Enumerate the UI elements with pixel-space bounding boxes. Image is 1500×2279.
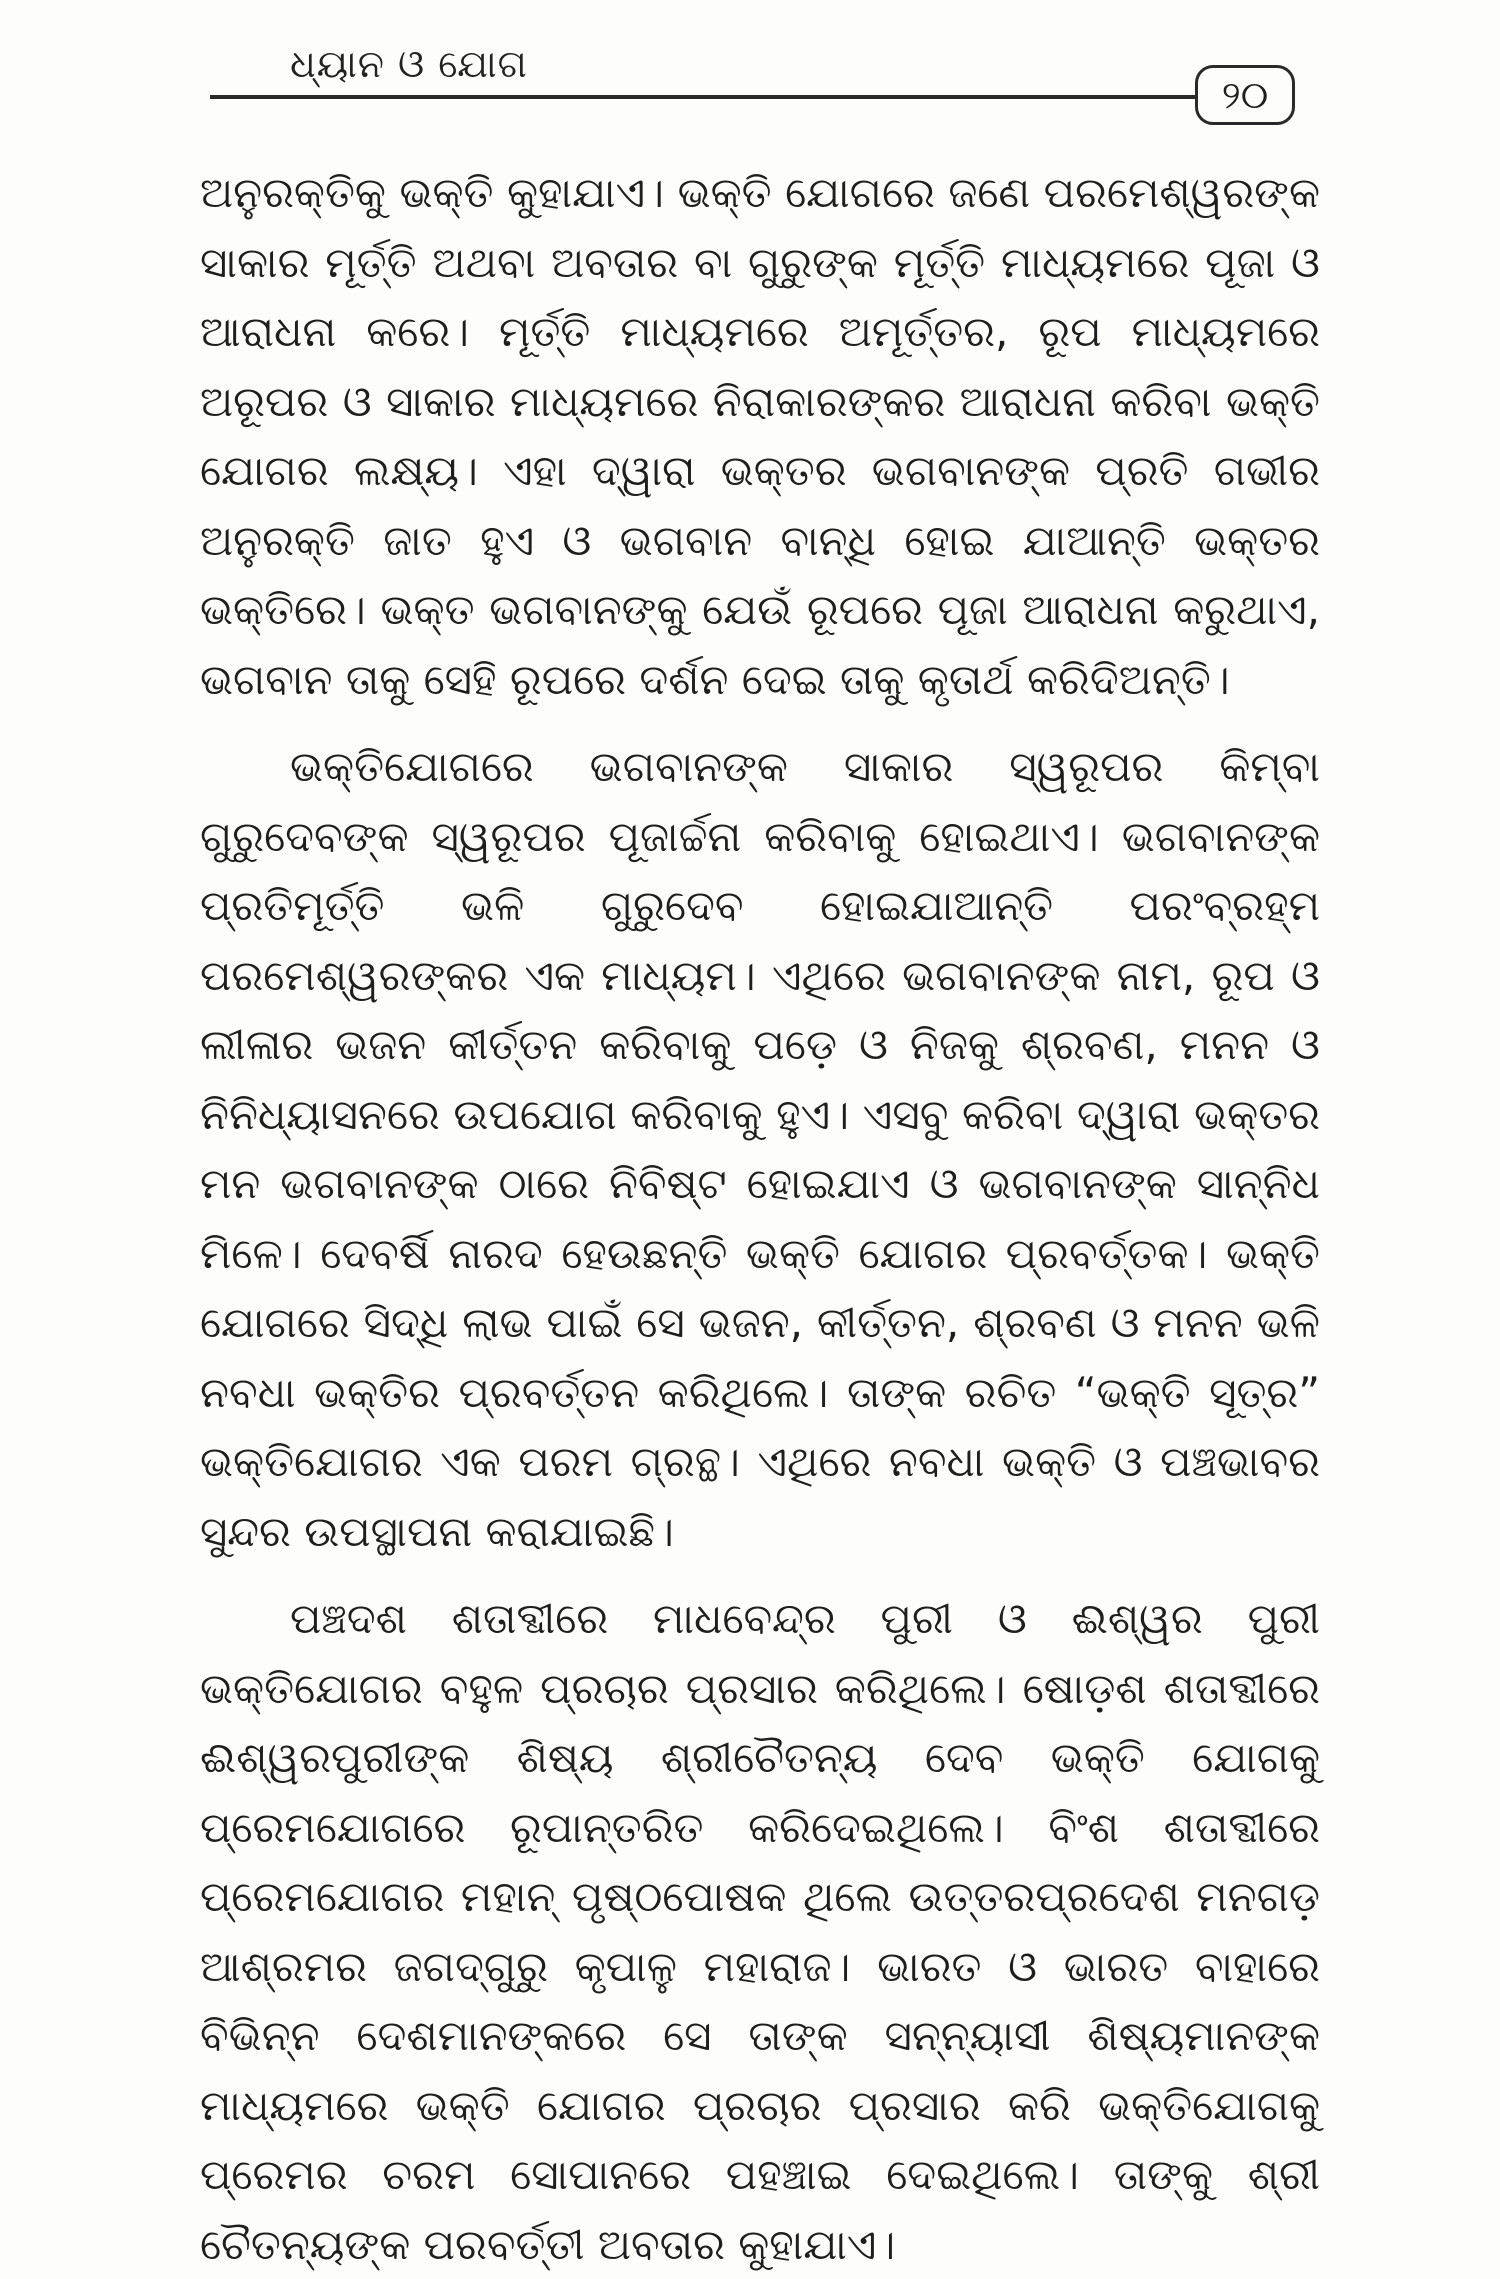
header-rule xyxy=(210,95,1195,99)
page-number: ୨୦ xyxy=(1221,72,1269,117)
paragraph-3: ପଞ୍ଚଦଶ ଶତାବ୍ଦୀରେ ମାଧବେନ୍ଦ୍ର ପୁରୀ ଓ ଈଶ୍ୱର ପୁରୀ ଭକ୍ତିଯୋଗର ବହୁଳ ପ୍ରଚାର ପ୍ରସାର କରିଥିଲେ। ଷୋଡ଼ଶ ଶତାବ୍ଦୀରେ ଈଶ୍ୱରପୁରୀଙ୍କ ଶିଷ୍ୟ ଶ୍ରୀଚୈତନ୍ୟ ଦେବ ଭକ୍ତି ଯୋଗକୁ ପ୍ରେମଯୋଗରେ ରୂପାନ୍ତରିତ କରିଦେଇଥିଲେ। ବିଂଶ ଶତାବ୍ଦୀରେ ପ୍ରେମଯୋଗର ମହାନ୍ ପୃଷ୍ଠପୋଷକ ଥିଲେ ଉତ୍ତରପ୍ରଦେଶ ମନଗଡ଼ ଆଶ୍ରମର ଜଗଦ୍‌ଗୁରୁ କୃପାଳୁ ମହାରାଜ। ଭାରତ ଓ ଭାରତ ବାହାରେ ବିଭିନ୍ନ ଦେଶମାନଙ୍କରେ ସେ ତାଙ୍କ ସନ୍ନ୍ୟାସୀ ଶିଷ୍ୟମାନଙ୍କ ମାଧ୍ୟମରେ ଭକ୍ତି ଯୋଗର ପ୍ରଚାର ପ୍ରସାର କରି ଭକ୍ତିଯୋଗକୁ ପ୍ରେମର ଚରମ ସୋପାନରେ ପହଞ୍ଚାଇ ଦେଇଥିଲେ। ତାଙ୍କୁ ଶ୍ରୀ ଚୈତନ୍ୟଙ୍କ ପରବର୍ତ୍ତୀ ଅବତାର କୁହାଯାଏ। xyxy=(200,1594,1320,2269)
paragraph-1: ଅନୁରକ୍ତିକୁ ଭକ୍ତି କୁହାଯାଏ। ଭକ୍ତି ଯୋଗରେ ଜଣେ ପରମେଶ୍ୱରଙ୍କ ସାକାର ମୂର୍ତ୍ତି ଅଥବା ଅବତାର ବା ଗୁରୁଙ୍କ ମୂର୍ତ୍ତି ମାଧ୍ୟମରେ ପୂଜା ଓ ଆରାଧନା କରେ। ମୂର୍ତ୍ତି ମାଧ୍ୟମରେ ଅମୂର୍ତ୍ତର, ରୂପ ମାଧ୍ୟମରେ ଅରୂପର ଓ ସାକାର ମାଧ୍ୟମରେ ନିରାକାରଙ୍କର ଆରାଧନା କରିବା ଭକ୍ତି ଯୋଗର ଲକ୍ଷ୍ୟ। ଏହା ଦ୍ୱାରା ଭକ୍ତର ଭଗବାନଙ୍କ ପ୍ରତି ଗଭୀର ଅନୁରକ୍ତି ଜାତ ହୁଏ ଓ ଭଗବାନ ବାନ୍ଧି ହୋଇ ଯାଆନ୍ତି ଭକ୍ତର ଭକ୍ତିରେ। ଭକ୍ତ ଭଗବାନଙ୍କୁ ଯେଉଁ ରୂପରେ ପୂଜା ଆରାଧନା କରୁଥାଏ, ଭଗବାନ ତାକୁ ସେହି ରୂପରେ ଦର୍ଶନ ଦେଇ ତାକୁ କୃତାର୍ଥ କରିଦିଅନ୍ତି। xyxy=(200,168,1320,704)
running-head-title: ଧ୍ୟାନ ଓ ଯୋଗ xyxy=(290,42,528,86)
page-number-box xyxy=(1195,65,1295,125)
paragraph-2: ଭକ୍ତିଯୋଗରେ ଭଗବାନଙ୍କ ସାକାର ସ୍ୱରୂପର କିମ୍ବା ଗୁରୁଦେବଙ୍କ ସ୍ୱରୂପର ପୂଜାର୍ଚ୍ଚନା କରିବାକୁ ହୋଇଥାଏ। ଭଗବାନଙ୍କ ପ୍ରତିମୂର୍ତ୍ତି ଭଳି ଗୁରୁଦେବ ହୋଇଯାଆନ୍ତି ପରଂବ୍ରହ୍ମ ପରମେଶ୍ୱରଙ୍କର ଏକ ମାଧ୍ୟମ। ଏଥିରେ ଭଗବାନଙ୍କ ନାମ, ରୂପ ଓ ଲୀଳାର ଭଜନ କୀର୍ତ୍ତନ କରିବାକୁ ପଡ଼େ ଓ ନିଜକୁ ଶ୍ରବଣ, ମନନ ଓ ନିନିଧ୍ୟାସନରେ ଉପଯୋଗ କରିବାକୁ ହୁଏ। ଏସବୁ କରିବା ଦ୍ୱାରା ଭକ୍ତର ମନ ଭଗବାନଙ୍କ ଠାରେ ନିବିଷ୍ଟ ହୋଇଯାଏ ଓ ଭଗବାନଙ୍କ ସାନ୍ନିଧ ମିଳେ। ଦେବର୍ଷି ନାରଦ ହେଉଛନ୍ତି ଭକ୍ତି ଯୋଗର ପ୍ରବର୍ତ୍ତକ। ଭକ୍ତି ଯୋଗରେ ସିଦ୍ଧି ଲାଭ ପାଇଁ ସେ ଭଜନ, କୀର୍ତ୍ତନ, ଶ୍ରବଣ ଓ ମନନ ଭଳି ନବଧା ଭକ୍ତିର ପ୍ରବର୍ତ୍ତନ କରିଥିଲେ। ତାଙ୍କ ରଚିତ “ଭକ୍ତି ସୂତ୍ର” ଭକ୍ତିଯୋଗର ଏକ ପରମ ଗ୍ରନ୍ଥ। ଏଥିରେ ନବଧା ଭକ୍ତି ଓ ପଞ୍ଚଭାବର ସୁନ୍ଦର ଉପସ୍ଥାପନା କରାଯାଇଛି। xyxy=(200,742,1320,1556)
body-text xyxy=(200,158,1320,2279)
